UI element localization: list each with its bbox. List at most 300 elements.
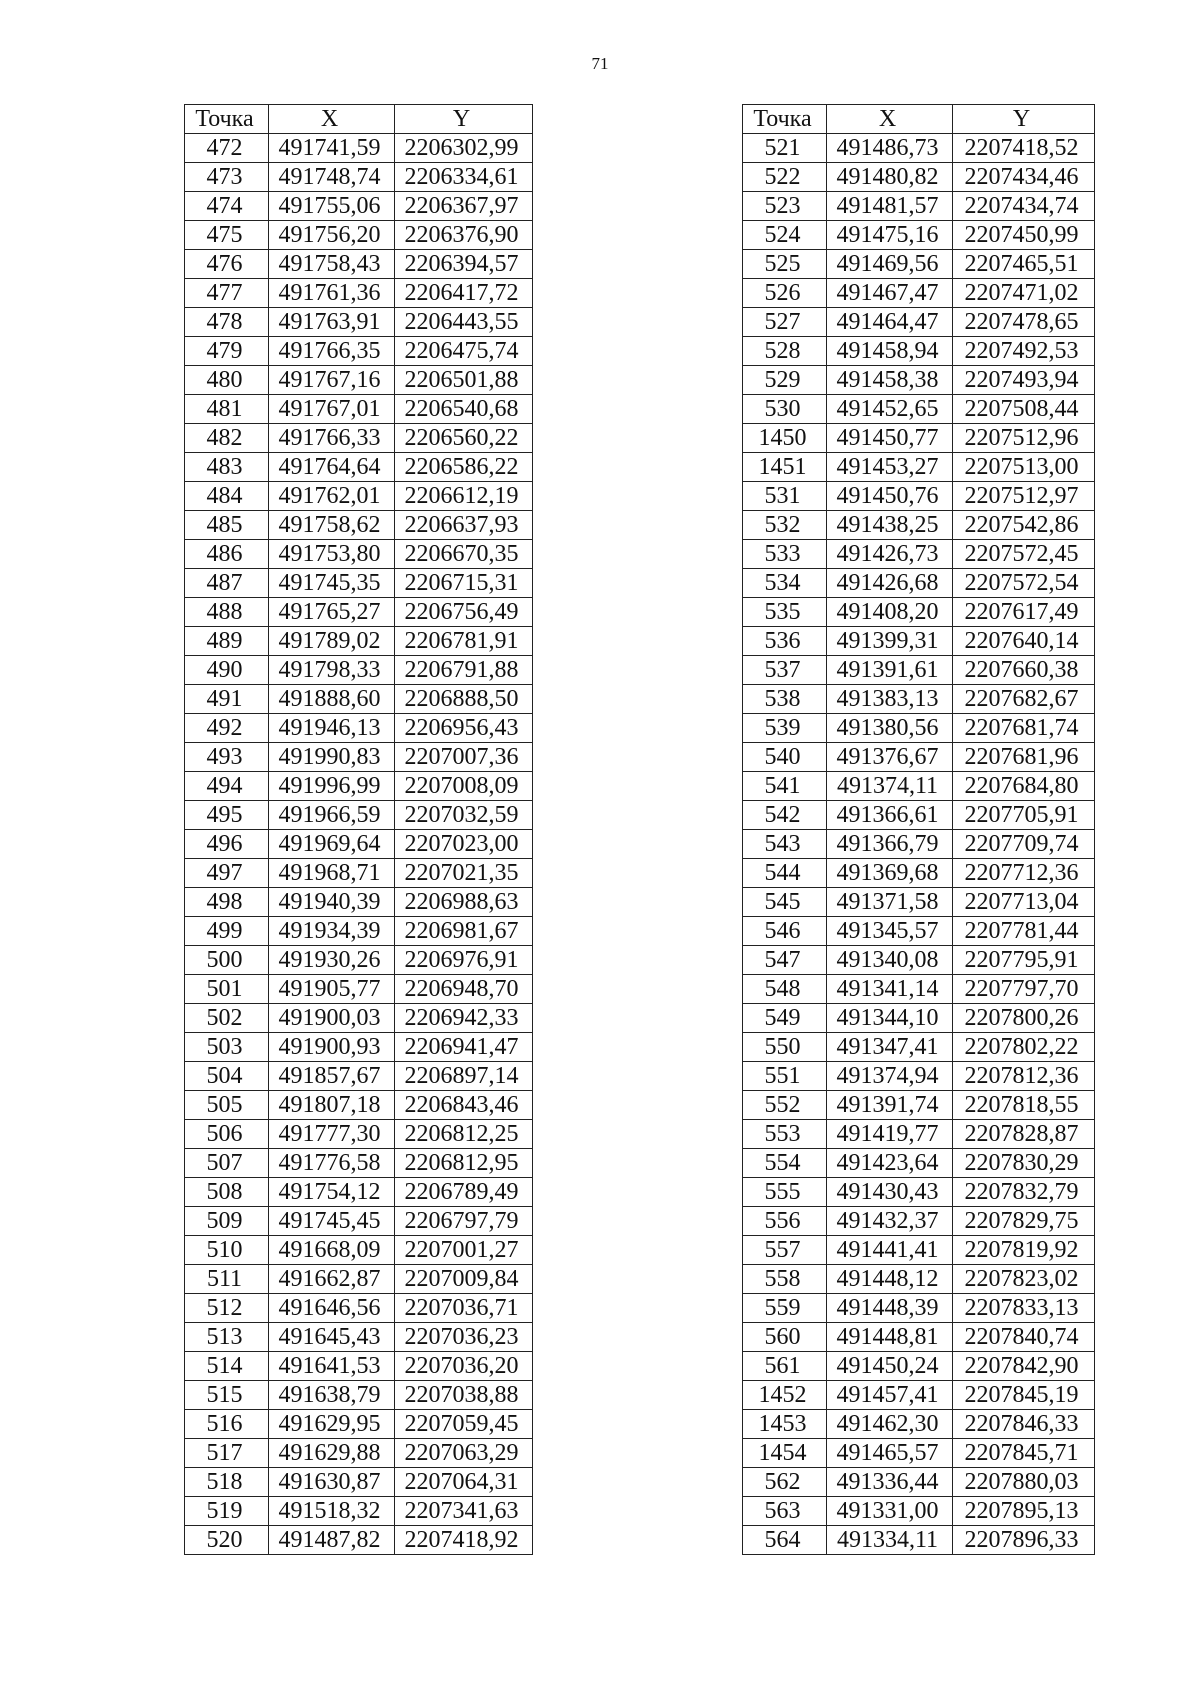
cell-x: 491789,02 — [269, 627, 395, 656]
cell-y: 2207823,02 — [953, 1265, 1095, 1294]
table-row — [743, 1091, 1095, 1120]
cell-y: 2206417,72 — [395, 279, 533, 308]
cell-y: 2207513,00 — [953, 453, 1095, 482]
cell-y: 2207819,92 — [953, 1236, 1095, 1265]
cell-x: 491518,32 — [269, 1497, 395, 1526]
cell-x: 491345,57 — [827, 917, 953, 946]
cell-y: 2207418,92 — [395, 1526, 533, 1555]
table-row — [743, 1410, 1095, 1439]
cell-x: 491426,68 — [827, 569, 953, 598]
cell-x: 491764,64 — [269, 453, 395, 482]
table-row — [743, 1207, 1095, 1236]
cell-point: 495 — [185, 801, 269, 830]
cell-y: 2206302,99 — [395, 134, 533, 163]
cell-x: 491966,59 — [269, 801, 395, 830]
cell-y: 2207032,59 — [395, 801, 533, 830]
cell-x: 491457,41 — [827, 1381, 953, 1410]
cell-x: 491748,74 — [269, 163, 395, 192]
cell-x: 491391,61 — [827, 656, 953, 685]
table-row — [185, 221, 533, 250]
table-row — [185, 1468, 533, 1497]
table-row — [743, 134, 1095, 163]
cell-point: 506 — [185, 1120, 269, 1149]
table-row — [743, 424, 1095, 453]
cell-point: 481 — [185, 395, 269, 424]
table-row — [185, 1004, 533, 1033]
table-row — [743, 1526, 1095, 1555]
table-row — [185, 1120, 533, 1149]
cell-point: 490 — [185, 656, 269, 685]
cell-x: 491969,64 — [269, 830, 395, 859]
cell-x: 491458,38 — [827, 366, 953, 395]
cell-y: 2207009,84 — [395, 1265, 533, 1294]
cell-x: 491767,16 — [269, 366, 395, 395]
cell-point: 512 — [185, 1294, 269, 1323]
table-row — [185, 1497, 533, 1526]
cell-x: 491336,44 — [827, 1468, 953, 1497]
cell-point: 520 — [185, 1526, 269, 1555]
cell-y: 2207572,45 — [953, 540, 1095, 569]
table-row — [743, 1236, 1095, 1265]
cell-x: 491900,03 — [269, 1004, 395, 1033]
cell-point: 550 — [743, 1033, 827, 1062]
table-row — [743, 598, 1095, 627]
cell-point: 553 — [743, 1120, 827, 1149]
coordinates-table-right — [742, 104, 1095, 1555]
cell-point: 534 — [743, 569, 827, 598]
table-row — [185, 1294, 533, 1323]
cell-y: 2207842,90 — [953, 1352, 1095, 1381]
table-row — [185, 1149, 533, 1178]
cell-point: 518 — [185, 1468, 269, 1497]
cell-point: 501 — [185, 975, 269, 1004]
cell-x: 491888,60 — [269, 685, 395, 714]
cell-point: 549 — [743, 1004, 827, 1033]
cell-y: 2207660,38 — [953, 656, 1095, 685]
cell-y: 2207512,97 — [953, 482, 1095, 511]
cell-point: 474 — [185, 192, 269, 221]
cell-y: 2206843,46 — [395, 1091, 533, 1120]
cell-point: 554 — [743, 1149, 827, 1178]
cell-x: 491776,58 — [269, 1149, 395, 1178]
cell-point: 524 — [743, 221, 827, 250]
cell-x: 491399,31 — [827, 627, 953, 656]
cell-point: 488 — [185, 598, 269, 627]
cell-x: 491668,09 — [269, 1236, 395, 1265]
cell-point: 485 — [185, 511, 269, 540]
table-row — [743, 569, 1095, 598]
cell-y: 2207896,33 — [953, 1526, 1095, 1555]
cell-x: 491453,27 — [827, 453, 953, 482]
cell-y: 2207064,31 — [395, 1468, 533, 1497]
cell-y: 2206941,47 — [395, 1033, 533, 1062]
cell-x: 491383,13 — [827, 685, 953, 714]
cell-y: 2206812,95 — [395, 1149, 533, 1178]
table-header-row — [743, 105, 1095, 134]
table-row — [185, 1439, 533, 1468]
table-row — [743, 395, 1095, 424]
cell-point: 527 — [743, 308, 827, 337]
cell-y: 2206781,91 — [395, 627, 533, 656]
table-row — [185, 1526, 533, 1555]
cell-point: 493 — [185, 743, 269, 772]
cell-point: 558 — [743, 1265, 827, 1294]
cell-y: 2207465,51 — [953, 250, 1095, 279]
cell-y: 2207705,91 — [953, 801, 1095, 830]
cell-point: 542 — [743, 801, 827, 830]
table-row — [743, 1497, 1095, 1526]
cell-point: 560 — [743, 1323, 827, 1352]
table-row — [185, 1381, 533, 1410]
cell-point: 532 — [743, 511, 827, 540]
table-row — [743, 337, 1095, 366]
cell-x: 491940,39 — [269, 888, 395, 917]
cell-y: 2207542,86 — [953, 511, 1095, 540]
table-row — [743, 1352, 1095, 1381]
table-row — [743, 743, 1095, 772]
table-row — [185, 1091, 533, 1120]
cell-y: 2206637,93 — [395, 511, 533, 540]
cell-point: 473 — [185, 163, 269, 192]
cell-point: 528 — [743, 337, 827, 366]
cell-x: 491745,35 — [269, 569, 395, 598]
cell-point: 484 — [185, 482, 269, 511]
cell-point: 546 — [743, 917, 827, 946]
table-row — [185, 134, 533, 163]
cell-x: 491448,12 — [827, 1265, 953, 1294]
table-row — [185, 308, 533, 337]
table-row — [743, 1062, 1095, 1091]
cell-y: 2207846,33 — [953, 1410, 1095, 1439]
cell-point: 555 — [743, 1178, 827, 1207]
cell-x: 491762,01 — [269, 482, 395, 511]
cell-x: 491766,33 — [269, 424, 395, 453]
table-row — [185, 1323, 533, 1352]
cell-point: 1451 — [743, 453, 827, 482]
cell-y: 2207036,71 — [395, 1294, 533, 1323]
cell-point: 541 — [743, 772, 827, 801]
cell-point: 514 — [185, 1352, 269, 1381]
cell-y: 2207036,20 — [395, 1352, 533, 1381]
cell-y: 2207800,26 — [953, 1004, 1095, 1033]
cell-y: 2207434,46 — [953, 163, 1095, 192]
cell-point: 1450 — [743, 424, 827, 453]
table-row — [185, 540, 533, 569]
cell-point: 511 — [185, 1265, 269, 1294]
cell-x: 491465,57 — [827, 1439, 953, 1468]
table-row — [185, 279, 533, 308]
cell-x: 491798,33 — [269, 656, 395, 685]
cell-x: 491331,00 — [827, 1497, 953, 1526]
cell-y: 2207617,49 — [953, 598, 1095, 627]
cell-point: 535 — [743, 598, 827, 627]
cell-point: 1454 — [743, 1439, 827, 1468]
cell-point: 486 — [185, 540, 269, 569]
table-row — [185, 511, 533, 540]
table-row — [185, 772, 533, 801]
cell-x: 491741,59 — [269, 134, 395, 163]
cell-point: 562 — [743, 1468, 827, 1497]
cell-point: 563 — [743, 1497, 827, 1526]
cell-point: 530 — [743, 395, 827, 424]
table-row — [185, 685, 533, 714]
cell-point: 497 — [185, 859, 269, 888]
cell-point: 522 — [743, 163, 827, 192]
table-row — [743, 192, 1095, 221]
table-row — [743, 511, 1095, 540]
cell-x: 491857,67 — [269, 1062, 395, 1091]
cell-point: 491 — [185, 685, 269, 714]
table-row — [743, 453, 1095, 482]
cell-point: 510 — [185, 1236, 269, 1265]
cell-y: 2207508,44 — [953, 395, 1095, 424]
cell-y: 2207812,36 — [953, 1062, 1095, 1091]
cell-point: 536 — [743, 627, 827, 656]
cell-x: 491374,11 — [827, 772, 953, 801]
cell-x: 491946,13 — [269, 714, 395, 743]
cell-point: 545 — [743, 888, 827, 917]
cell-x: 491756,20 — [269, 221, 395, 250]
cell-y: 2206797,79 — [395, 1207, 533, 1236]
cell-x: 491765,27 — [269, 598, 395, 627]
table-row — [185, 192, 533, 221]
cell-x: 491763,91 — [269, 308, 395, 337]
column-header-point: Точка — [743, 105, 827, 134]
cell-point: 496 — [185, 830, 269, 859]
table-row — [743, 946, 1095, 975]
cell-x: 491777,30 — [269, 1120, 395, 1149]
cell-x: 491347,41 — [827, 1033, 953, 1062]
cell-point: 551 — [743, 1062, 827, 1091]
cell-x: 491481,57 — [827, 192, 953, 221]
cell-x: 491996,99 — [269, 772, 395, 801]
cell-x: 491758,43 — [269, 250, 395, 279]
cell-y: 2207832,79 — [953, 1178, 1095, 1207]
table-row — [185, 482, 533, 511]
cell-y: 2207829,75 — [953, 1207, 1095, 1236]
cell-x: 491467,47 — [827, 279, 953, 308]
column-header-x: X — [827, 105, 953, 134]
cell-x: 491475,16 — [827, 221, 953, 250]
cell-y: 2206988,63 — [395, 888, 533, 917]
cell-y: 2206334,61 — [395, 163, 533, 192]
cell-point: 519 — [185, 1497, 269, 1526]
table-row — [743, 1004, 1095, 1033]
cell-y: 2207493,94 — [953, 366, 1095, 395]
table-row — [743, 1033, 1095, 1062]
cell-point: 539 — [743, 714, 827, 743]
table-row — [185, 1062, 533, 1091]
cell-y: 2206475,74 — [395, 337, 533, 366]
cell-y: 2207802,22 — [953, 1033, 1095, 1062]
table-row — [743, 1265, 1095, 1294]
cell-x: 491452,65 — [827, 395, 953, 424]
cell-point: 537 — [743, 656, 827, 685]
cell-y: 2207880,03 — [953, 1468, 1095, 1497]
cell-x: 491419,77 — [827, 1120, 953, 1149]
cell-point: 503 — [185, 1033, 269, 1062]
table-row — [743, 656, 1095, 685]
table-row — [185, 627, 533, 656]
table-row — [743, 163, 1095, 192]
cell-y: 2207640,14 — [953, 627, 1095, 656]
cell-y: 2206501,88 — [395, 366, 533, 395]
cell-x: 491464,47 — [827, 308, 953, 337]
cell-y: 2207512,96 — [953, 424, 1095, 453]
cell-y: 2207001,27 — [395, 1236, 533, 1265]
table-row — [743, 279, 1095, 308]
cell-x: 491369,68 — [827, 859, 953, 888]
cell-point: 1452 — [743, 1381, 827, 1410]
cell-y: 2207021,35 — [395, 859, 533, 888]
cell-x: 491380,56 — [827, 714, 953, 743]
cell-point: 505 — [185, 1091, 269, 1120]
cell-x: 491753,80 — [269, 540, 395, 569]
cell-x: 491366,79 — [827, 830, 953, 859]
cell-y: 2207828,87 — [953, 1120, 1095, 1149]
cell-x: 491968,71 — [269, 859, 395, 888]
column-header-y: Y — [395, 105, 533, 134]
table-row — [185, 946, 533, 975]
cell-x: 491371,58 — [827, 888, 953, 917]
cell-y: 2207845,71 — [953, 1439, 1095, 1468]
cell-point: 525 — [743, 250, 827, 279]
cell-x: 491486,73 — [827, 134, 953, 163]
cell-point: 531 — [743, 482, 827, 511]
cell-x: 491430,43 — [827, 1178, 953, 1207]
cell-x: 491374,94 — [827, 1062, 953, 1091]
cell-y: 2206976,91 — [395, 946, 533, 975]
cell-point: 540 — [743, 743, 827, 772]
table-row — [743, 772, 1095, 801]
cell-point: 487 — [185, 569, 269, 598]
table-row — [743, 888, 1095, 917]
cell-y: 2206670,35 — [395, 540, 533, 569]
cell-x: 491641,53 — [269, 1352, 395, 1381]
cell-point: 498 — [185, 888, 269, 917]
cell-x: 491391,74 — [827, 1091, 953, 1120]
cell-y: 2206948,70 — [395, 975, 533, 1004]
cell-y: 2207681,74 — [953, 714, 1095, 743]
cell-point: 492 — [185, 714, 269, 743]
cell-point: 499 — [185, 917, 269, 946]
cell-x: 491905,77 — [269, 975, 395, 1004]
cell-point: 482 — [185, 424, 269, 453]
table-row — [743, 1468, 1095, 1497]
cell-y: 2206791,88 — [395, 656, 533, 685]
table-row — [743, 917, 1095, 946]
cell-y: 2207492,53 — [953, 337, 1095, 366]
cell-y: 2207845,19 — [953, 1381, 1095, 1410]
table-row — [743, 1178, 1095, 1207]
column-header-x: X — [269, 105, 395, 134]
table-row — [185, 569, 533, 598]
table-row — [743, 975, 1095, 1004]
page-number: 71 — [591, 54, 609, 73]
cell-y: 2206540,68 — [395, 395, 533, 424]
table-row — [743, 482, 1095, 511]
cell-x: 491754,12 — [269, 1178, 395, 1207]
table-row — [743, 540, 1095, 569]
cell-y: 2207712,36 — [953, 859, 1095, 888]
table-row — [185, 424, 533, 453]
cell-x: 491438,25 — [827, 511, 953, 540]
cell-y: 2206612,19 — [395, 482, 533, 511]
cell-x: 491662,87 — [269, 1265, 395, 1294]
cell-point: 547 — [743, 946, 827, 975]
cell-x: 491487,82 — [269, 1526, 395, 1555]
cell-x: 491469,56 — [827, 250, 953, 279]
table-row — [743, 830, 1095, 859]
cell-point: 483 — [185, 453, 269, 482]
cell-x: 491334,11 — [827, 1526, 953, 1555]
table-row — [185, 714, 533, 743]
cell-y: 2206443,55 — [395, 308, 533, 337]
cell-y: 2207682,67 — [953, 685, 1095, 714]
cell-y: 2207572,54 — [953, 569, 1095, 598]
cell-x: 491450,24 — [827, 1352, 953, 1381]
cell-point: 475 — [185, 221, 269, 250]
cell-y: 2206789,49 — [395, 1178, 533, 1207]
table-row — [185, 743, 533, 772]
cell-y: 2207818,55 — [953, 1091, 1095, 1120]
table-row — [743, 859, 1095, 888]
cell-y: 2207713,04 — [953, 888, 1095, 917]
cell-point: 517 — [185, 1439, 269, 1468]
cell-x: 491767,01 — [269, 395, 395, 424]
cell-y: 2207007,36 — [395, 743, 533, 772]
table-row — [185, 859, 533, 888]
cell-point: 538 — [743, 685, 827, 714]
cell-x: 491761,36 — [269, 279, 395, 308]
cell-x: 491450,76 — [827, 482, 953, 511]
cell-y: 2206376,90 — [395, 221, 533, 250]
cell-y: 2207471,02 — [953, 279, 1095, 308]
cell-y: 2206942,33 — [395, 1004, 533, 1033]
cell-y: 2206812,25 — [395, 1120, 533, 1149]
cell-point: 507 — [185, 1149, 269, 1178]
cell-y: 2207023,00 — [395, 830, 533, 859]
table-row — [743, 714, 1095, 743]
table-row — [743, 1294, 1095, 1323]
cell-y: 2207059,45 — [395, 1410, 533, 1439]
table-row — [743, 801, 1095, 830]
table-row — [185, 1178, 533, 1207]
cell-point: 479 — [185, 337, 269, 366]
cell-x: 491646,56 — [269, 1294, 395, 1323]
column-header-y: Y — [953, 105, 1095, 134]
table-row — [743, 366, 1095, 395]
cell-y: 2207681,96 — [953, 743, 1095, 772]
cell-x: 491807,18 — [269, 1091, 395, 1120]
table-row — [185, 656, 533, 685]
cell-x: 491462,30 — [827, 1410, 953, 1439]
table-row — [743, 1439, 1095, 1468]
table-row — [185, 250, 533, 279]
table-row — [185, 598, 533, 627]
cell-x: 491376,67 — [827, 743, 953, 772]
cell-point: 543 — [743, 830, 827, 859]
cell-point: 516 — [185, 1410, 269, 1439]
table-row — [185, 1352, 533, 1381]
cell-x: 491934,39 — [269, 917, 395, 946]
cell-y: 2207063,29 — [395, 1439, 533, 1468]
cell-x: 491458,94 — [827, 337, 953, 366]
coordinates-table-left — [184, 104, 533, 1555]
cell-x: 491423,64 — [827, 1149, 953, 1178]
column-header-point: Точка — [185, 105, 269, 134]
cell-point: 557 — [743, 1236, 827, 1265]
